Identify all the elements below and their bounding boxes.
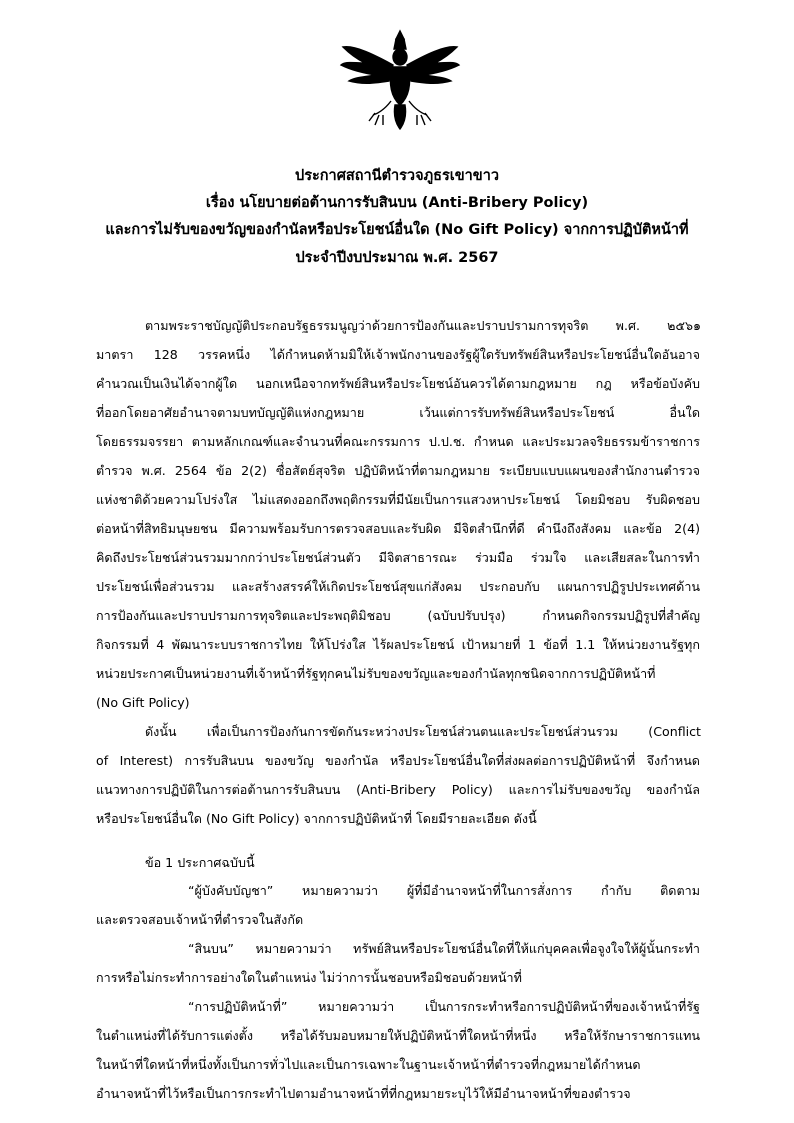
paragraph-1-line-9: คิดถึงประโยชน์ส่วนรวมมากกว่าประโยชน์ส่วนตัว มีจิตสาธารณะ ร่วมมือ ร่วมใจ และเสียสละในการทำ	[96, 550, 700, 565]
definition-supervisor-line-1: “ผู้บังคับบัญชา” หมายความว่า ผู้ที่มีอำนาจหน้าที่ในการสั่งการ กำกับ ติดตาม	[188, 883, 700, 898]
paragraph-1-line-14: (No Gift Policy)	[96, 695, 190, 710]
definition-duty-line-1: “การปฏิบัติหน้าที่” หมายความว่า เป็นการกระทำหรือการปฏิบัติหน้าที่ของเจ้าหน้าที่รัฐ	[188, 999, 700, 1014]
definition-duty-line-2: ในตำแหน่งที่ได้รับการแต่งตั้ง หรือได้รับมอบหมายให้ปฏิบัติหน้าที่ใดหน้าที่หนึ่ง หรือให้รักษาราชการแทน	[96, 1028, 700, 1043]
paragraph-1-line-5: โดยธรรมจรรยา ตามหลักเกณฑ์และจำนวนที่คณะกรรมการ ป.ป.ช. กำหนด และประมวลจริยธรรมข้าราชการ	[96, 434, 700, 449]
definition-bribe-line-2: การหรือไม่กระทำการอย่างใดในตำแหน่ง ไม่ว่าการนั้นชอบหรือมิชอบด้วยหน้าที่	[96, 970, 522, 985]
paragraph-1-line-8: ต่อหน้าที่สิทธิมนุษยชน มีความพร้อมรับการตรวจสอบและรับผิด มีจิตสำนึกที่ดี คำนึงถึงสังคม และข้อ 2(4)	[96, 521, 700, 536]
clause-1-heading: ข้อ 1 ประกาศฉบับนี้	[145, 855, 255, 870]
paragraph-2-line-3: แนวทางการปฏิบัติในการต่อต้านการรับสินบน (Anti-Bribery Policy) และการไม่รับของขวัญ ของกำนัล	[96, 782, 700, 797]
paragraph-2-line-2: of Interest) การรับสินบน ของขวัญ ของกำนัล หรือประโยชน์อื่นใดที่ส่งผลต่อการปฏิบัติหน้าที่ จึงกำหนด	[96, 753, 700, 768]
announcement-title: ประกาศสถานีตำรวจภูธรเขาขาว	[295, 168, 499, 184]
announcement-subject-continued: และการไม่รับของขวัญของกำนัลหรือประโยชน์อื่นใด (No Gift Policy) จากการปฏิบัติหน้าที่	[105, 222, 689, 238]
paragraph-1-line-11: การป้องกันและปราบปรามการทุจริตและประพฤติมิชอบ (ฉบับปรับปรุง) กำหนดกิจกรรมปฏิรูปที่สำคัญ	[96, 608, 700, 623]
fiscal-year-line: ประจำปีงบประมาณ พ.ศ. 2567	[295, 250, 499, 266]
paragraph-2-line-4: หรือประโยชน์อื่นใด (No Gift Policy) จากการปฏิบัติหน้าที่ โดยมีรายละเอียด ดังนี้	[96, 811, 537, 826]
paragraph-1-line-12: กิจกรรมที่ 4 พัฒนาระบบราชการไทย ให้โปร่งใส ไร้ผลประโยชน์ เป้าหมายที่ 1 ข้อที่ 1.1 ให้หน่วยงานรัฐทุก	[96, 637, 700, 652]
paragraph-1-line-3: คำนวณเป็นเงินได้จากผู้ใด นอกเหนือจากทรัพย์สินหรือประโยชน์อันควรได้ตามกฎหมาย กฎ หรือข้อบังคับ	[96, 376, 700, 391]
definition-duty-line-3: ในหน้าที่ใดหน้าที่หนึ่งทั้งเป็นการทั่วไปและเป็นการเฉพาะในฐานะเจ้าหน้าที่ตำรวจที่กฎหมายได้กำหนด	[96, 1057, 641, 1072]
paragraph-2-line-1: ดังนั้น เพื่อเป็นการป้องกันการขัดกันระหว่างประโยชน์ส่วนตนและประโยชน์ส่วนรวม (Conflict	[145, 724, 701, 739]
definition-bribe-line-1: “สินบน” หมายความว่า ทรัพย์สินหรือประโยชน์อื่นใดที่ให้แก่บุคคลเพื่อจูงใจให้ผู้นั้นกระทำ	[188, 941, 700, 956]
definition-supervisor-line-2: และตรวจสอบเจ้าหน้าที่ตำรวจในสังกัด	[96, 912, 304, 927]
paragraph-1-line-13: หน่วยประกาศเป็นหน่วยงานที่เจ้าหน้าที่รัฐทุกคนไม่รับของขวัญและของกำนัลทุกชนิดจากการปฏิบัติหน้าที่	[96, 666, 656, 681]
announcement-subject: เรื่อง นโยบายต่อต้านการรับสินบน (Anti-Bribery Policy)	[205, 195, 589, 211]
paragraph-1-line-10: ประโยชน์เพื่อส่วนรวม และสร้างสรรค์ให้เกิดประโยชน์สุขแก่สังคม ประกอบกับ แผนการปฏิรูปประเทศด้าน	[96, 579, 700, 594]
paragraph-1-line-2: มาตรา 128 วรรคหนึ่ง ได้กำหนดห้ามมิให้เจ้าพนักงานของรัฐผู้ใดรับทรัพย์สินหรือประโยชน์อื่นใดอันอาจ	[96, 347, 700, 362]
paragraph-1-line-4: ที่ออกโดยอาศัยอำนาจตามบทบัญญัติแห่งกฎหมาย เว้นแต่การรับทรัพย์สินหรือประโยชน์ อื่นใด	[96, 405, 700, 420]
paragraph-1-line-1: ตามพระราชบัญญัติประกอบรัฐธรรมนูญว่าด้วยการป้องกันและปราบปรามการทุจริต พ.ศ. ๒๕๖๑	[145, 318, 701, 333]
definition-duty-line-4: อำนาจหน้าที่ไว้หรือเป็นการกระทำไปตามอำนาจหน้าที่ที่กฎหมายระบุไว้ให้มีอำนาจหน้าที่ของตำรวจ	[96, 1086, 631, 1101]
paragraph-1-line-6: ตำรวจ พ.ศ. 2564 ข้อ 2(2) ซื่อสัตย์สุจริต ปฏิบัติหน้าที่ตามกฎหมาย ระเบียบแบบแผนของสำนักงานตำรวจ	[96, 463, 700, 478]
paragraph-1-line-7: แห่งชาติด้วยความโปร่งใส ไม่แสดงออกถึงพฤติกรรมที่มีนัยเป็นการแสวงหาประโยชน์ โดยมิชอบ รับผิดชอบ	[96, 492, 700, 507]
garuda-emblem-icon	[335, 25, 465, 135]
